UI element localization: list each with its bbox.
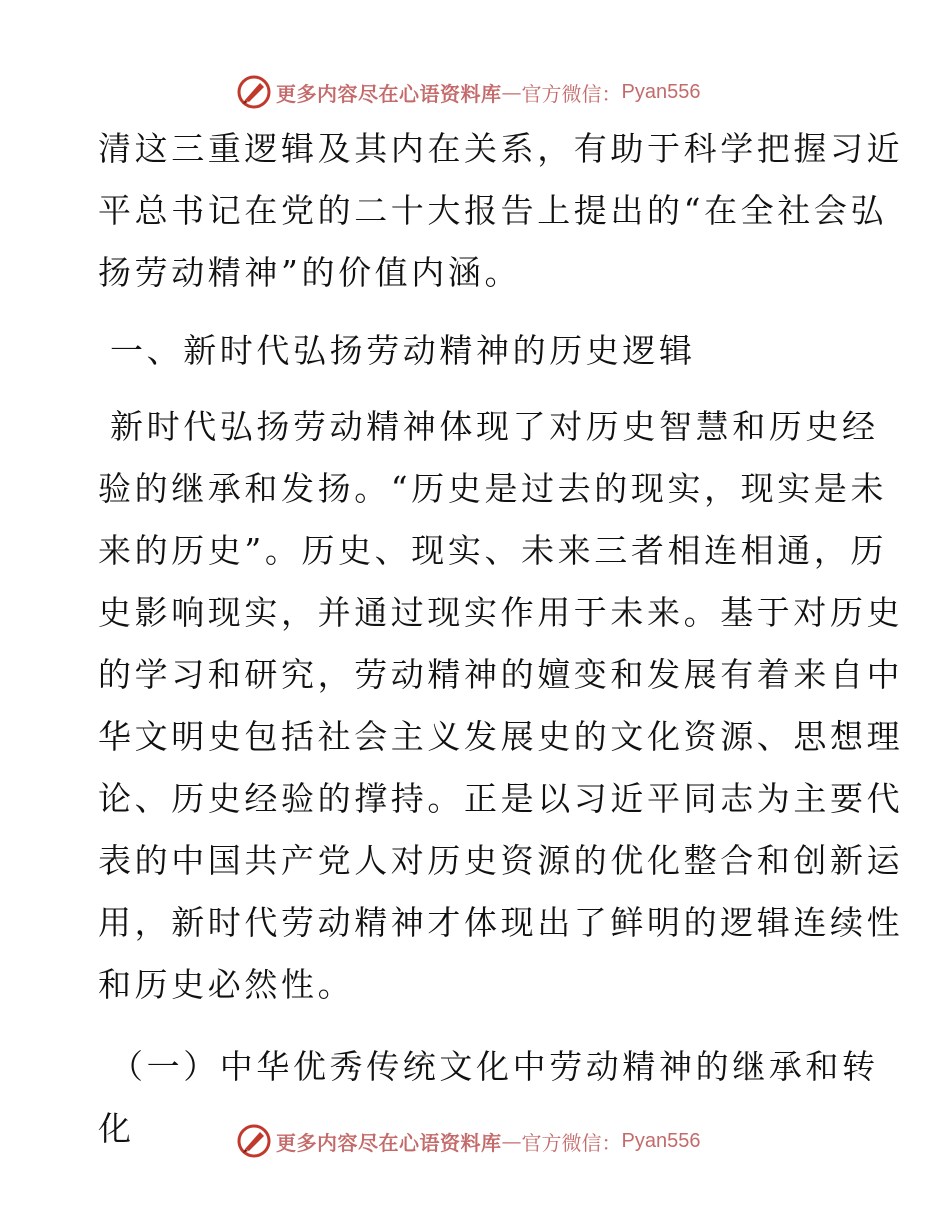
footer-banner bbox=[236, 1121, 700, 1161]
banner-title: 更多内容尽在心语资料库 bbox=[276, 81, 502, 106]
paragraph-line: 和历史必然性。 bbox=[98, 965, 355, 1004]
paragraph-line: 华文明史包括社会主义发展史的文化资源、思想理 bbox=[98, 717, 904, 756]
intro-line: 扬劳动精神”的价值内涵。 bbox=[98, 253, 522, 292]
header-banner bbox=[236, 72, 700, 112]
document-body bbox=[98, 118, 904, 1160]
paragraph-line: 来的历史”。历史、现实、未来三者相连相通，历 bbox=[98, 531, 888, 570]
paragraph-line: 表的中国共产党人对历史资源的优化整合和创新运 bbox=[98, 841, 904, 880]
paragraph-line: 史影响现实，并通过现实作用于未来。基于对历史 bbox=[98, 593, 904, 632]
paragraph-line: 用，新时代劳动精神才体现出了鲜明的逻辑连续性 bbox=[98, 903, 904, 942]
banner-title: 更多内容尽在心语资料库 bbox=[276, 1130, 502, 1155]
paragraph-line: 新时代弘扬劳动精神体现了对历史智慧和历史经 bbox=[110, 407, 879, 446]
intro-line: 清这三重逻辑及其内在关系，有助于科学把握习近 bbox=[98, 129, 904, 168]
banner-wechat-id: Pyan556 bbox=[621, 80, 701, 103]
subsection-heading-cont: 化 bbox=[98, 1109, 135, 1148]
banner-wechat-id: Pyan556 bbox=[621, 1129, 701, 1152]
banner-wechat-label: 官方微信： bbox=[521, 1130, 622, 1155]
paragraph-line: 论、历史经验的撑持。正是以习近平同志为主要代 bbox=[98, 779, 904, 818]
section-heading: 一、新时代弘扬劳动精神的历史逻辑 bbox=[110, 331, 696, 370]
intro-line: 平总书记在党的二十大报告上提出的“在全社会弘 bbox=[98, 191, 888, 230]
paragraph-line: 验的继承和发扬。“历史是过去的现实，现实是未 bbox=[98, 469, 888, 508]
pen-logo-icon bbox=[236, 74, 272, 110]
pen-logo-icon bbox=[236, 1123, 272, 1159]
subsection-heading: （一）中华优秀传统文化中劳动精神的继承和转 bbox=[110, 1047, 879, 1086]
paragraph-line: 的学习和研究，劳动精神的嬗变和发展有着来自中 bbox=[98, 655, 904, 694]
banner-wechat-label: 官方微信： bbox=[521, 81, 622, 106]
banner-dash: — bbox=[501, 1129, 522, 1153]
banner-dash: — bbox=[501, 80, 522, 104]
